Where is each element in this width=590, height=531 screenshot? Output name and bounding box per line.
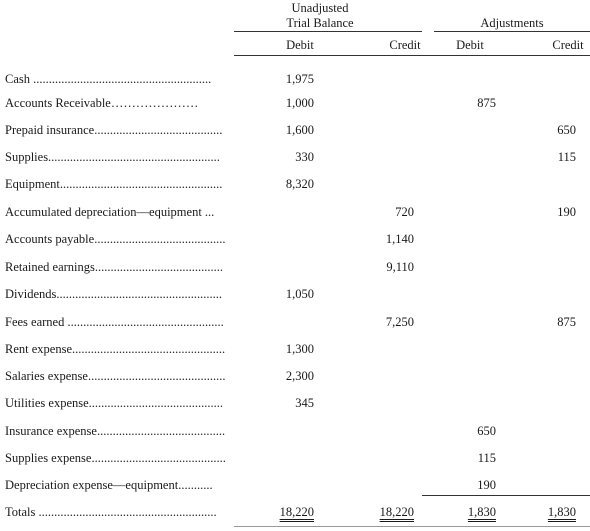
utb-debit-cell: 2,300 xyxy=(285,369,314,383)
totals-label: Totals ......................................................... xyxy=(5,505,217,519)
subheader-rule xyxy=(234,55,590,56)
utb-debit-cell: 8,320 xyxy=(285,177,314,191)
utb-debit-header: Debit xyxy=(286,38,314,52)
adj-credit-cell: 875 xyxy=(557,315,576,329)
account-label: Salaries expense............................................ xyxy=(5,369,226,383)
adj-debit-cell: 190 xyxy=(477,478,496,492)
utb-debit-cell: 1,300 xyxy=(285,342,314,356)
account-label: Fees earned .................................................. xyxy=(5,315,224,329)
account-label: Equipment.................................................... xyxy=(5,177,223,191)
account-label: Utilities expense........................................... xyxy=(5,396,224,410)
account-label: Rent expense................................................. xyxy=(5,342,226,356)
account-label: Supplies....................................................... xyxy=(5,150,220,164)
adjustments-header-rule xyxy=(434,31,590,32)
totals-adj-credit: 1,830 xyxy=(547,505,576,519)
account-label: Insurance expense......................................... xyxy=(5,424,226,438)
adj-credit-header: Credit xyxy=(552,38,584,52)
account-label: Dividends..................................................... xyxy=(5,287,223,301)
utb-debit-cell: 1,050 xyxy=(285,287,314,301)
adjustments-total-rule xyxy=(422,495,590,496)
account-label: Depreciation expense—equipment........... xyxy=(5,478,213,492)
utb-credit-cell: 9,110 xyxy=(386,260,414,274)
adj-debit-cell: 875 xyxy=(477,96,496,110)
utb-credit-cell: 7,250 xyxy=(385,315,414,329)
account-label: Cash ......................................................... xyxy=(5,72,212,86)
utb-debit-cell: 345 xyxy=(295,396,314,410)
account-label: Accumulated depreciation—equipment ... xyxy=(5,205,215,219)
utb-debit-cell: 1,975 xyxy=(285,72,314,86)
adj-credit-cell: 115 xyxy=(557,150,576,164)
adj-debit-header: Debit xyxy=(456,38,484,52)
totals-utb-debit: 18,220 xyxy=(279,505,314,519)
utb-credit-cell: 1,140 xyxy=(385,232,414,246)
adj-credit-cell: 190 xyxy=(557,205,576,219)
utb-credit-header: Credit xyxy=(389,38,421,52)
adj-debit-cell: 115 xyxy=(477,451,496,465)
adj-debit-cell: 650 xyxy=(477,424,496,438)
totals-adj-debit: 1,830 xyxy=(467,505,496,519)
utb-debit-cell: 1,600 xyxy=(285,123,314,137)
totals-utb-credit: 18,220 xyxy=(379,505,414,519)
utb-header-line2: Trial Balance xyxy=(286,16,354,30)
account-label: Prepaid insurance......................................... xyxy=(5,123,223,137)
account-label: Accounts Receivable………………… xyxy=(5,96,199,110)
bottom-rule xyxy=(234,526,590,527)
utb-debit-cell: 330 xyxy=(295,150,314,164)
utb-debit-cell: 1,000 xyxy=(285,96,314,110)
utb-credit-cell: 720 xyxy=(395,205,414,219)
utb-header-rule xyxy=(234,31,422,32)
account-label: Accounts payable.......................................... xyxy=(5,232,226,246)
account-label: Supplies expense........................................... xyxy=(5,451,226,465)
adj-credit-cell: 650 xyxy=(557,123,576,137)
utb-header-line1: Unadjusted xyxy=(291,1,349,15)
account-label: Retained earnings......................................... xyxy=(5,260,224,274)
adjustments-header: Adjustments xyxy=(480,16,544,30)
